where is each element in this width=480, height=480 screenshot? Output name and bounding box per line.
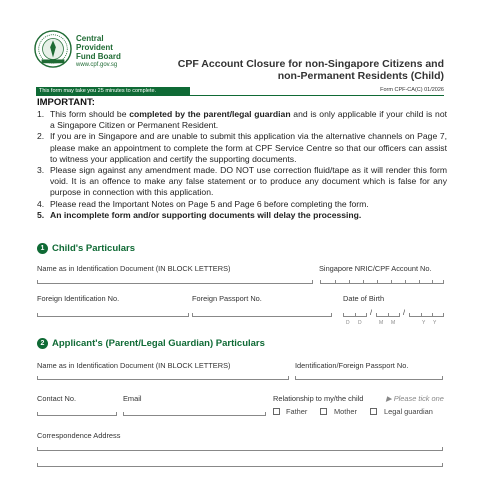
address-field-line1[interactable] [37,447,443,451]
dob-day-field[interactable] [343,313,367,317]
dob-year-field[interactable] [409,313,444,317]
note-item [37,109,447,131]
dob-month-field[interactable] [376,313,400,317]
legal-guardian-checkbox[interactable] [370,408,377,415]
dob-month-hint: M [391,320,396,326]
nric-seg [391,280,392,284]
child-nric-label: Singapore NRIC/CPF Account No. [319,264,432,273]
form-title-line1: CPF Account Closure for non-Singapore Citizens and [177,58,444,70]
time-notice-bar: This form may take you 25 minutes to complete. [36,87,190,96]
dob-year-hint: Y [422,320,426,326]
org-url: www.cpf.gov.sg [76,62,118,68]
dob-separator: / [370,308,373,317]
dob-day-hint: D [346,320,350,326]
note-text: If you are in Singapore and are unable to submit this application via the alternative channels on Page 7, please make an appointment to complete the form at CPF Service Centre so that our officers can assist to witness your application and certify the supporting documents. [50,131,447,164]
org-name [76,34,121,61]
form-reference: Form CPF-CA(C) 01/2026 [380,87,444,93]
note-number: 1. [37,109,45,119]
form-title [164,58,444,82]
org-name-line1: Central [76,34,104,43]
child-passport-field[interactable] [192,313,332,317]
note-item [37,199,447,210]
child-passport-label: Foreign Passport No. [192,294,262,303]
section1-header [37,243,135,254]
dob-seg [355,313,356,317]
note-text-pre: This form should be [50,109,130,119]
note-text: Please read the Important Notes on Page 5 and Page 6 before completing the form. [50,198,369,209]
child-nric-field[interactable] [320,280,444,284]
section2-title: Applicant's (Parent/Legal Guardian) Particulars [52,338,265,349]
dob-year-hint: Y [433,320,437,326]
address-label: Correspondence Address [37,431,121,440]
org-name-line2: Provident [76,43,113,52]
applicant-id-field[interactable] [295,376,443,380]
father-checkbox[interactable] [273,408,280,415]
note-text: Please sign against any amendment made. DO NOT use correction fluid/tape as it will render this form void. It is an offence to make any false statement or to produce any document which is false for any purpose in connection with this application. [50,165,447,198]
nric-seg [419,280,420,284]
dob-seg [421,313,422,317]
applicant-id-label: Identification/Foreign Passport No. [295,361,409,370]
applicant-name-field[interactable] [37,376,289,380]
note-item [37,131,447,165]
dob-seg [388,313,389,317]
email-label: Email [123,394,142,403]
note-item [37,210,447,221]
contact-field[interactable] [37,412,117,416]
child-foreign-id-field[interactable] [37,313,189,317]
applicant-name-label: Name as in Identification Document (IN BLOCK LETTERS) [37,361,231,370]
note-text-post: and is only applicable if your child is not a Singapore Citizen or Permanent Resident. [50,109,447,131]
note-number: 3. [37,165,45,176]
note-number: 5. [37,209,45,220]
child-name-label: Name as in Identification Document (IN BLOCK LETTERS) [37,264,231,273]
nric-seg [405,280,406,284]
father-option-label: Father [286,407,308,416]
note-item [37,165,447,199]
important-title: IMPORTANT: [37,97,95,108]
note-text: An incomplete form and/or supporting documents will delay the processing. [50,209,362,220]
dob-seg [432,313,433,317]
tick-one-hint: ▶ Please tick one [386,394,444,403]
section1-title: Child's Particulars [52,243,136,254]
note-text-bold: completed by the parent/legal guardian [129,109,291,119]
important-notes-list [37,109,447,221]
child-dob-label: Date of Birth [343,294,385,303]
dob-separator: / [403,308,406,317]
child-name-field[interactable] [37,280,313,284]
nric-seg [432,280,433,284]
note-number: 4. [37,198,45,209]
cpf-seal-logo [34,30,72,68]
email-field[interactable] [123,412,266,416]
address-field-line2[interactable] [37,463,443,467]
org-name-line3: Fund Board [76,52,121,61]
contact-label: Contact No. [37,394,77,403]
mother-option-label: Mother [334,407,358,416]
section2-number-badge: 2 [37,338,48,349]
mother-checkbox[interactable] [320,408,327,415]
nric-seg [377,280,378,284]
nric-seg [349,280,350,284]
legal-guardian-option-label: Legal guardian [384,407,433,416]
nric-seg [363,280,364,284]
header-divider [36,95,444,96]
form-title-line2: non-Permanent Residents (Child) [277,70,444,82]
section2-header [37,338,265,349]
section1-number-badge: 1 [37,243,48,254]
dob-day-hint: D [358,320,362,326]
nric-seg [335,280,336,284]
child-foreign-id-label: Foreign Identification No. [37,294,120,303]
note-number: 2. [37,131,45,142]
relationship-label: Relationship to my/the child [273,394,364,403]
dob-month-hint: M [379,320,384,326]
